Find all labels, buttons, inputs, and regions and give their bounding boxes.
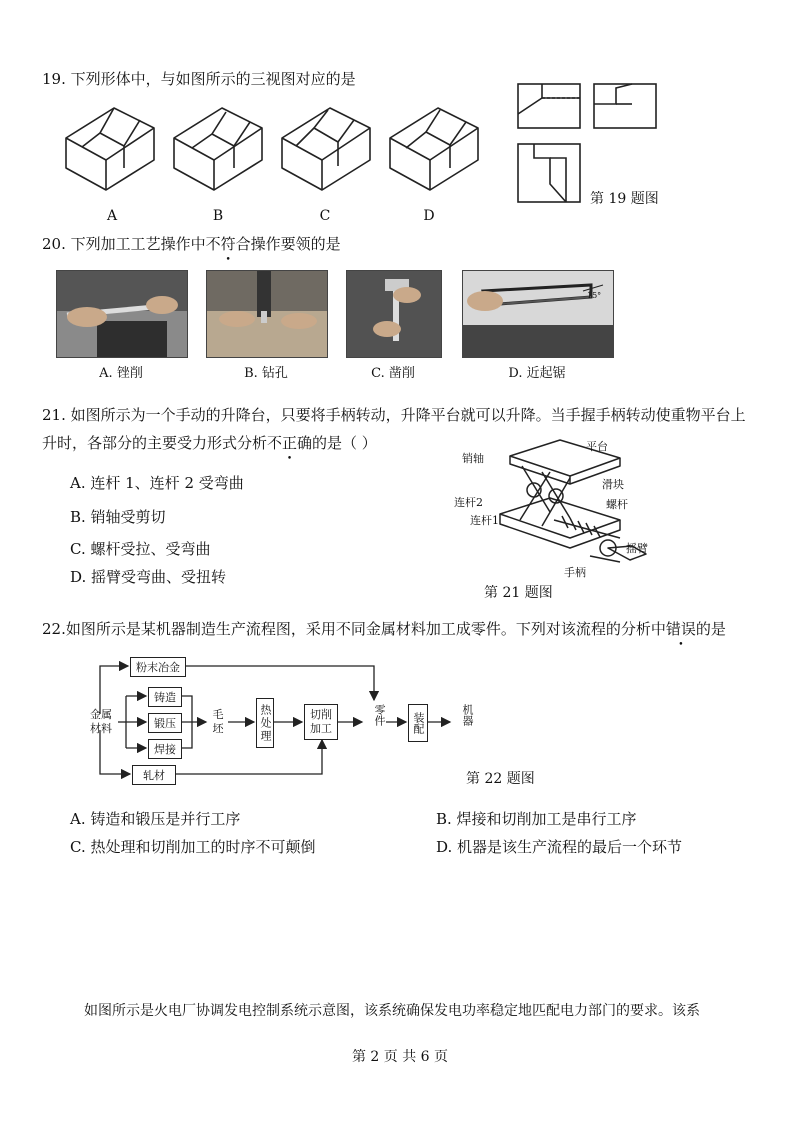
q21-option-d: D. 摇臂受弯曲、受扭转 <box>70 568 227 586</box>
q22-node-metal-line2: 材料 <box>90 722 112 735</box>
q22-option-c: C. 热处理和切削加工的时序不可颠倒 <box>70 838 316 856</box>
q19-option-b: B <box>212 208 224 224</box>
q21-line2-after: 的是（ ） <box>312 434 377 452</box>
q22-node-rolling: 轧材 <box>132 765 176 785</box>
q21-label-rocker: 摇臂 <box>626 542 648 555</box>
q22-node-welding: 焊接 <box>148 739 182 759</box>
q19-caption: 第 19 题图 <box>590 191 659 207</box>
q21-option-a: A. 连杆 1、连杆 2 受弯曲 <box>70 474 244 492</box>
q20-caption-d: D. 近起锯 <box>508 366 566 381</box>
q21-label-platform: 平台 <box>586 440 608 453</box>
q21-line1: 21. 如图所示为一个手动的升降台，只要将手柄转动，升降平台就可以升降。当手握手柄转动使重物平台上 <box>42 406 746 424</box>
q22-node-powder: 粉末冶金 <box>130 657 186 677</box>
q21-option-c: C. 螺杆受拉、受弯曲 <box>70 540 211 558</box>
q22-option-b: B. 焊接和切削加工是串行工序 <box>436 810 637 828</box>
q20-stem-after: 操作要领的是 <box>250 235 341 253</box>
q22-option-a: A. 铸造和锻压是并行工序 <box>70 810 241 828</box>
q19-option-a: A <box>106 208 118 224</box>
q22-stem-before: 22.如图所示是某机器制造生产流程图，采用不同金属材料加工成零件。下列对该流程的分析中 <box>42 620 666 638</box>
q22-node-part: 零件 <box>373 704 386 726</box>
q22-node-heat: 热处理 <box>256 698 274 748</box>
q21-label-pin: 销轴 <box>462 452 484 465</box>
q20-angle-label: 15° <box>587 291 602 300</box>
q22-node-cut-line2: 加工 <box>310 722 332 735</box>
q21-line2-emph: 不正确 <box>267 434 313 452</box>
q22-node-machine: 机器 <box>461 704 474 726</box>
q20-caption-c: C. 凿削 <box>371 366 415 381</box>
q22-node-casting: 铸造 <box>148 687 182 707</box>
q21-label-slider: 滑块 <box>602 478 624 491</box>
q20-caption-a: A. 锉削 <box>99 366 143 381</box>
q21-label-handle: 手柄 <box>564 566 586 579</box>
q19-option-d: D <box>423 208 435 224</box>
q22-stem-after: 的是 <box>695 620 726 638</box>
q20-caption-b: B. 钻孔 <box>244 366 288 381</box>
q21-option-b: B. 销轴受剪切 <box>70 508 166 526</box>
page-footer: 第 2 页 共 6 页 <box>351 1049 449 1065</box>
q22-node-metal-line1: 金属 <box>90 708 112 721</box>
q21-label-screw: 螺杆 <box>606 498 628 511</box>
q22-node-blank-line1: 毛 <box>212 708 224 721</box>
q19-option-c: C <box>319 208 331 224</box>
q21-caption: 第 21 题图 <box>484 585 553 601</box>
q22-node-cut <box>304 704 338 740</box>
q21-label-link2: 连杆2 <box>454 496 483 509</box>
q22-stem-emph: 错误 <box>665 620 696 638</box>
q21-line2-before: 升时，各部分的主要受力形式分析 <box>42 434 268 452</box>
q21-label-link1: 连杆1 <box>470 514 499 527</box>
next-question-stem: 如图所示是火电厂协调发电控制系统示意图，该系统确保发电功率稳定地匹配电力部门的要求。该系 <box>84 1003 700 1019</box>
q22-node-cut-line1: 切削 <box>310 708 332 721</box>
q20-stem-before: 20. 下列加工工艺操作中 <box>42 235 206 253</box>
q22-node-forging: 锻压 <box>148 713 182 733</box>
q19-stem: 19. 下列形体中，与如图所示的三视图对应的是 <box>42 70 356 88</box>
q20-stem-emph: 不符合 <box>205 235 251 253</box>
q22-node-metal <box>86 708 116 736</box>
q22-option-d: D. 机器是该生产流程的最后一个环节 <box>436 838 683 856</box>
q22-caption: 第 22 题图 <box>466 771 535 787</box>
q22-node-blank-line2: 坯 <box>212 722 224 735</box>
q22-node-assembly: 装配 <box>408 704 428 742</box>
q22-node-blank <box>210 708 226 736</box>
